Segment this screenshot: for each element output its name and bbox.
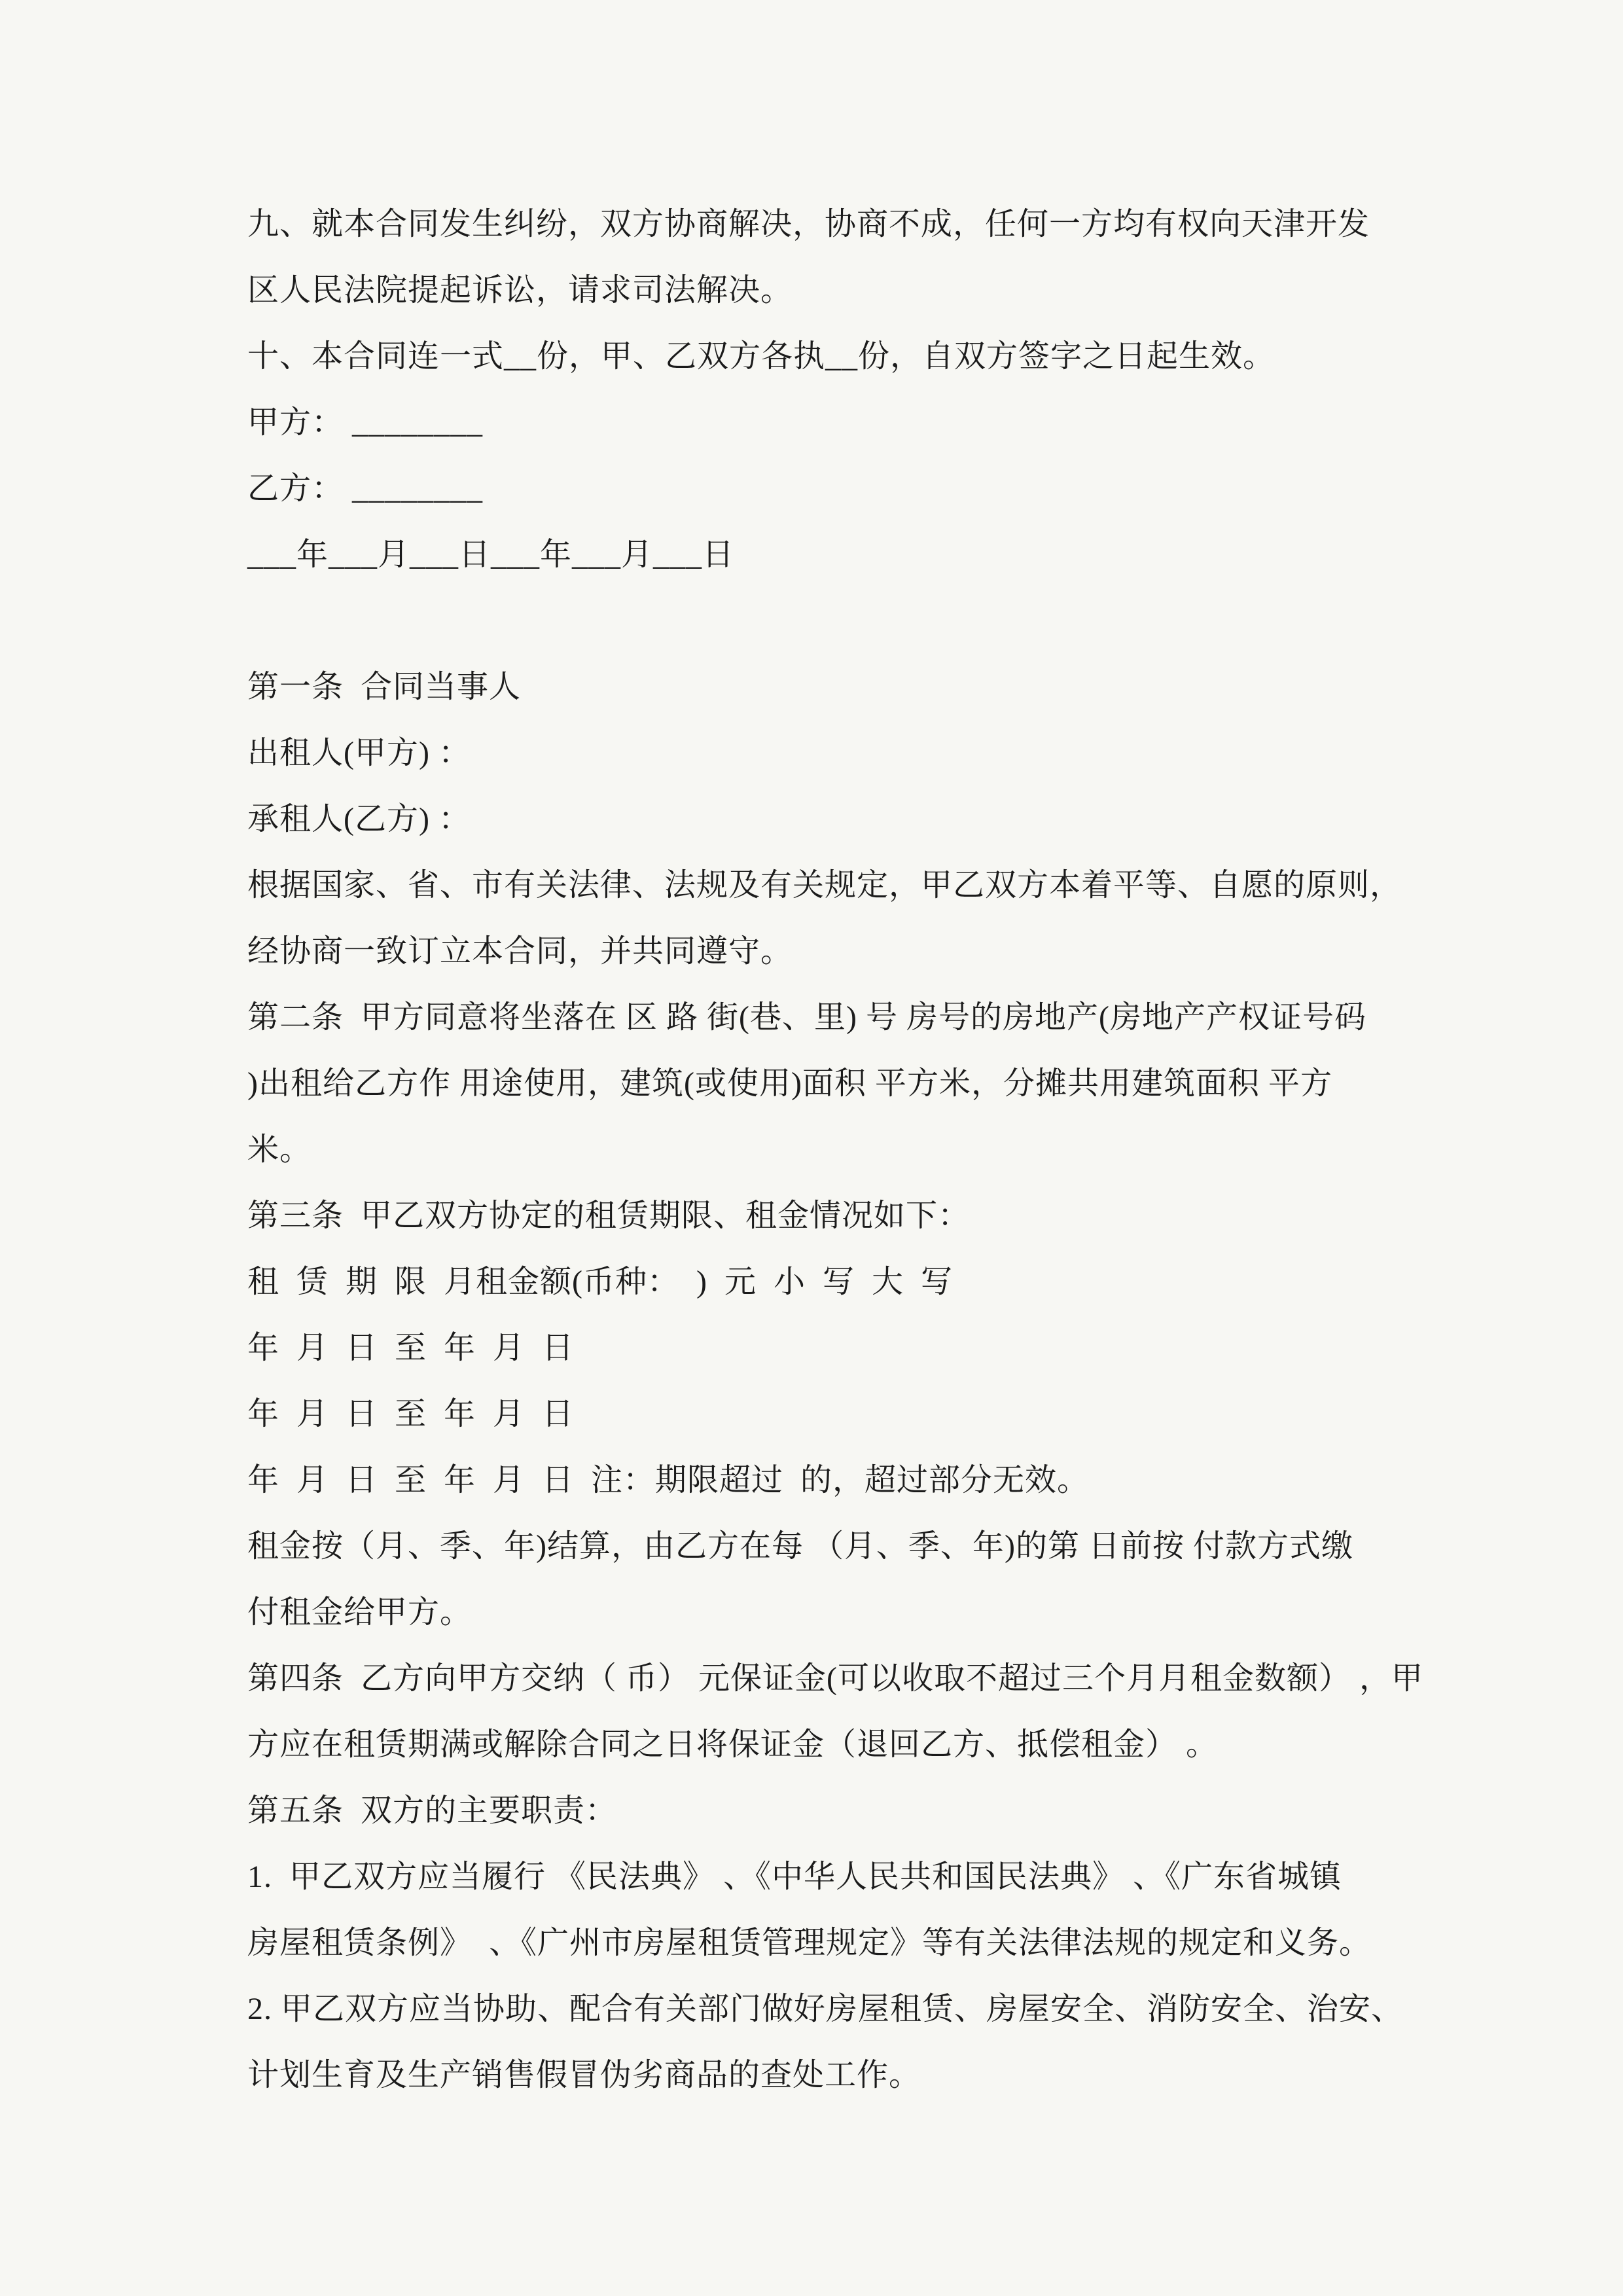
clause-1-heading: 第一条 合同当事人 (247, 670, 522, 704)
party-a-signature-line: 甲方： ________ (247, 405, 484, 440)
blank-line (247, 588, 1425, 654)
clause-2-line-2: )出租给乙方作 用途使用，建筑(或使用)面积 平方米，分摊共用建筑面积 平方 (247, 1066, 1332, 1101)
clause-5-item-1-line-1: 1. 甲乙双方应当履行 《民法典》 、《中华人民共和国民法典》 、《广东省城镇 (247, 1859, 1342, 1894)
clause-5-item-2-line-2: 计划生育及生产销售假冒伪劣商品的查处工作。 (247, 2058, 921, 2092)
date-signature-line: ___年___月___日___年___月___日 (247, 537, 735, 572)
rent-payment-line-1: 租金按（月、季、年)结算，由乙方在每 （月、季、年)的第 日前按 付款方式缴 (247, 1529, 1353, 1564)
lessee-line: 承租人(乙方) ： (247, 802, 471, 836)
clause-9-line-1: 九、就本合同发生纠纷，双方协商解决，协商不成，任何一方均有权向天津开发 (247, 207, 1370, 242)
clause-4-line-2: 方应在租赁期满或解除合同之日将保证金（退回乙方、抵偿租金） 。 (247, 1727, 1219, 1762)
clause-5-item-1-line-2: 房屋租赁条例》 、《广州市房屋租赁管理规定》等有关法律法规的规定和义务。 (247, 1926, 1372, 1960)
rent-period-line-2: 年 月 日 至 年 月 日 (247, 1397, 575, 1431)
lessor-line: 出租人(甲方) ： (247, 736, 471, 770)
clause-10-line: 十、本合同连一式__份，甲、乙双方各执__份，自双方签字之日起生效。 (247, 339, 1275, 374)
party-b-signature-line: 乙方： ________ (247, 471, 484, 506)
preamble-line-2: 经协商一致订立本合同，并共同遵守。 (247, 934, 793, 969)
clause-9-line-2: 区人民法院提起诉讼，请求司法解决。 (247, 273, 793, 308)
clause-5-heading: 第五条 双方的主要职责： (247, 1793, 618, 1828)
rent-table-header-line: 租 赁 期 限 月租金额(币种： ) 元 小 写 大 写 (247, 1265, 953, 1299)
rent-period-line-1: 年 月 日 至 年 月 日 (247, 1331, 575, 1365)
rent-payment-line-2: 付租金给甲方。 (247, 1595, 473, 1630)
clause-2-line-1: 第二条 甲方同意将坐落在 区 路 街(巷、里) 号 房号的房地产(房地产产权证号码 (247, 1000, 1366, 1035)
clause-3-heading: 第三条 甲乙双方协定的租赁期限、租金情况如下： (247, 1198, 971, 1233)
preamble-line-1: 根据国家、省、市有关法律、法规及有关规定，甲乙双方本着平等、自愿的原则， (247, 868, 1402, 903)
contract-body (247, 191, 1425, 2108)
clause-5-item-2-line-1: 2. 甲乙双方应当协助、配合有关部门做好房屋租赁、房屋安全、消防安全、治安、 (247, 1992, 1404, 2026)
clause-4-line-1: 第四条 乙方向甲方交纳（ 币） 元保证金(可以收取不超过三个月月租金数额） ，甲 (247, 1661, 1423, 1696)
clause-2-line-3: 米。 (247, 1132, 312, 1167)
rent-period-line-3: 年 月 日 至 年 月 日 注：期限超过 的，超过部分无效。 (247, 1463, 1090, 1498)
